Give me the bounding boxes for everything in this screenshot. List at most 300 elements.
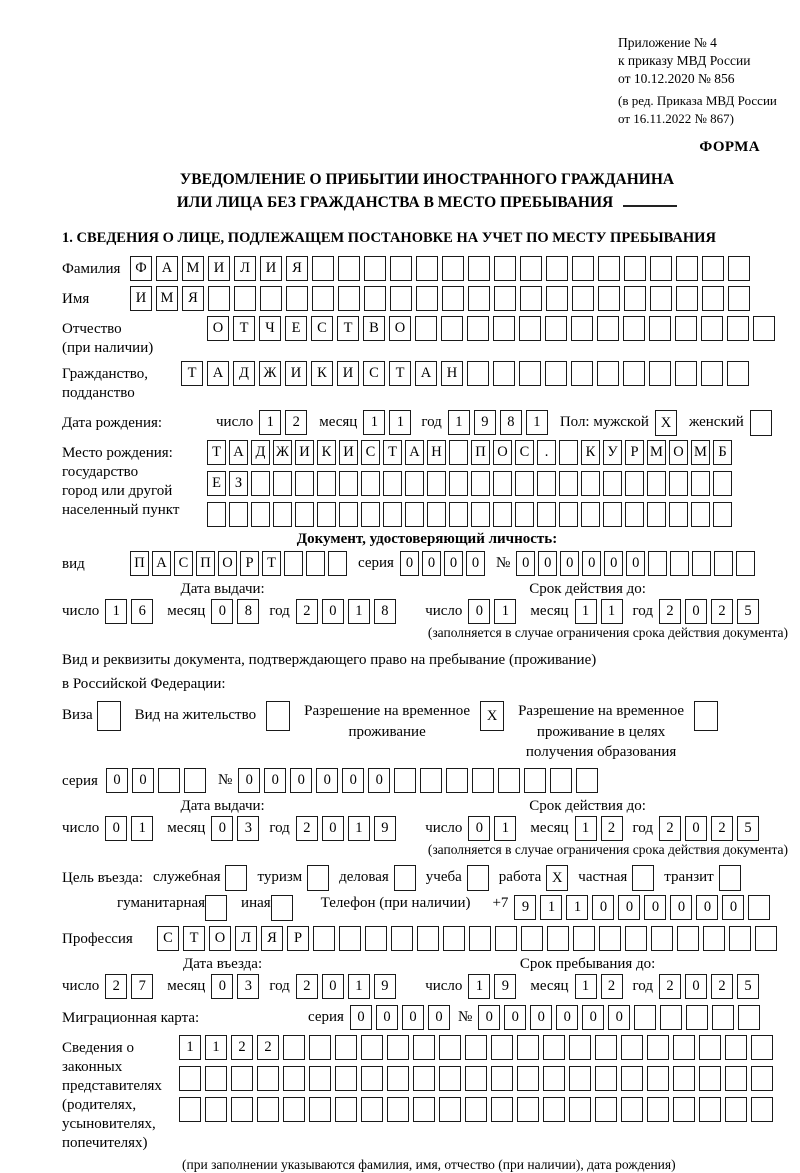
char-box[interactable] — [550, 768, 572, 793]
char-box[interactable]: К — [311, 361, 333, 386]
char-box[interactable] — [442, 286, 464, 311]
char-box[interactable] — [537, 502, 556, 527]
char-box[interactable] — [413, 1035, 435, 1060]
char-box[interactable]: Ж — [273, 440, 292, 465]
char-box[interactable] — [727, 316, 749, 341]
char-box[interactable] — [714, 551, 733, 576]
char-box[interactable]: А — [229, 440, 248, 465]
char-box[interactable]: 1 — [259, 410, 281, 435]
purpose-private-checkbox[interactable] — [632, 865, 654, 891]
char-box[interactable] — [676, 286, 698, 311]
char-box[interactable] — [439, 1066, 461, 1091]
char-box[interactable] — [517, 1066, 539, 1091]
char-box[interactable] — [335, 1066, 357, 1091]
char-box[interactable]: 0 — [468, 816, 490, 841]
char-box[interactable] — [231, 1066, 253, 1091]
char-box[interactable]: Я — [286, 256, 308, 281]
char-box[interactable] — [673, 1097, 695, 1122]
char-box[interactable] — [427, 502, 446, 527]
char-box[interactable]: М — [182, 256, 204, 281]
char-box[interactable]: 2 — [659, 816, 681, 841]
char-box[interactable]: 0 — [322, 599, 344, 624]
char-box[interactable] — [179, 1066, 201, 1091]
char-box[interactable]: П — [130, 551, 149, 576]
char-box[interactable]: 8 — [374, 599, 396, 624]
char-box[interactable]: И — [285, 361, 307, 386]
char-box[interactable] — [390, 286, 412, 311]
char-box[interactable]: 0 — [290, 768, 312, 793]
purpose-work-checkbox[interactable]: X — [546, 865, 568, 891]
char-box[interactable] — [413, 1097, 435, 1122]
char-box[interactable]: 2 — [296, 974, 318, 999]
char-box[interactable]: О — [209, 926, 231, 951]
char-box[interactable]: 1 — [468, 974, 490, 999]
char-box[interactable]: 8 — [500, 410, 522, 435]
char-box[interactable]: И — [260, 256, 282, 281]
char-box[interactable]: О — [493, 440, 512, 465]
char-box[interactable] — [338, 256, 360, 281]
char-box[interactable]: 2 — [601, 974, 623, 999]
char-box[interactable]: 0 — [211, 974, 233, 999]
char-box[interactable]: 1 — [348, 974, 370, 999]
char-box[interactable] — [738, 1005, 760, 1030]
char-box[interactable]: 0 — [428, 1005, 450, 1030]
char-box[interactable] — [184, 768, 206, 793]
char-box[interactable] — [725, 1066, 747, 1091]
purpose-study-checkbox[interactable] — [467, 865, 489, 891]
char-box[interactable] — [519, 361, 541, 386]
char-box[interactable]: Т — [181, 361, 203, 386]
char-box[interactable] — [751, 1066, 773, 1091]
char-box[interactable]: 5 — [737, 974, 759, 999]
char-box[interactable]: 0 — [722, 895, 744, 920]
char-box[interactable] — [621, 1035, 643, 1060]
char-box[interactable] — [364, 256, 386, 281]
char-box[interactable]: 0 — [468, 599, 490, 624]
char-box[interactable] — [286, 286, 308, 311]
char-box[interactable] — [751, 1035, 773, 1060]
char-box[interactable] — [443, 926, 465, 951]
char-box[interactable] — [493, 361, 515, 386]
char-box[interactable]: 0 — [350, 1005, 372, 1030]
char-box[interactable] — [598, 256, 620, 281]
char-box[interactable] — [387, 1097, 409, 1122]
char-box[interactable] — [465, 1035, 487, 1060]
char-box[interactable]: 0 — [368, 768, 390, 793]
char-box[interactable] — [229, 502, 248, 527]
char-box[interactable]: 9 — [374, 816, 396, 841]
char-box[interactable]: 6 — [131, 599, 153, 624]
char-box[interactable]: И — [339, 440, 358, 465]
char-box[interactable]: 9 — [474, 410, 496, 435]
char-box[interactable]: И — [295, 440, 314, 465]
char-box[interactable] — [415, 316, 437, 341]
char-box[interactable] — [391, 926, 413, 951]
char-box[interactable]: П — [471, 440, 490, 465]
char-box[interactable]: Т — [337, 316, 359, 341]
char-box[interactable] — [449, 440, 468, 465]
char-box[interactable] — [650, 256, 672, 281]
char-box[interactable]: 0 — [516, 551, 535, 576]
char-box[interactable]: 1 — [494, 599, 516, 624]
char-box[interactable]: 1 — [131, 816, 153, 841]
char-box[interactable]: Т — [389, 361, 411, 386]
char-box[interactable] — [361, 1066, 383, 1091]
char-box[interactable] — [420, 768, 442, 793]
char-box[interactable]: 0 — [322, 974, 344, 999]
char-box[interactable]: 1 — [540, 895, 562, 920]
char-box[interactable]: 0 — [644, 895, 666, 920]
char-box[interactable] — [283, 1097, 305, 1122]
char-box[interactable] — [701, 361, 723, 386]
char-box[interactable]: Р — [625, 440, 644, 465]
char-box[interactable] — [547, 926, 569, 951]
edu-permit-checkbox[interactable] — [694, 701, 718, 731]
char-box[interactable] — [467, 361, 489, 386]
char-box[interactable]: 1 — [575, 816, 597, 841]
char-box[interactable] — [521, 926, 543, 951]
char-box[interactable] — [335, 1097, 357, 1122]
char-box[interactable] — [649, 361, 671, 386]
char-box[interactable] — [595, 1035, 617, 1060]
purpose-tourism-checkbox[interactable] — [307, 865, 329, 891]
char-box[interactable] — [713, 471, 732, 496]
char-box[interactable] — [520, 286, 542, 311]
char-box[interactable]: 0 — [402, 1005, 424, 1030]
char-box[interactable] — [179, 1097, 201, 1122]
char-box[interactable] — [572, 286, 594, 311]
char-box[interactable]: Н — [427, 440, 446, 465]
char-box[interactable]: Е — [207, 471, 226, 496]
char-box[interactable]: С — [311, 316, 333, 341]
char-box[interactable]: А — [152, 551, 171, 576]
char-box[interactable] — [621, 1097, 643, 1122]
char-box[interactable]: 5 — [737, 816, 759, 841]
char-box[interactable] — [576, 768, 598, 793]
char-box[interactable] — [361, 471, 380, 496]
char-box[interactable] — [383, 502, 402, 527]
char-box[interactable] — [449, 502, 468, 527]
char-box[interactable]: В — [363, 316, 385, 341]
char-box[interactable]: А — [405, 440, 424, 465]
char-box[interactable] — [712, 1005, 734, 1030]
char-box[interactable]: 0 — [626, 551, 645, 576]
char-box[interactable]: А — [207, 361, 229, 386]
char-box[interactable] — [573, 926, 595, 951]
char-box[interactable]: С — [174, 551, 193, 576]
char-box[interactable] — [751, 1097, 773, 1122]
char-box[interactable] — [446, 768, 468, 793]
char-box[interactable] — [675, 316, 697, 341]
char-box[interactable] — [691, 502, 710, 527]
char-box[interactable]: 0 — [685, 599, 707, 624]
char-box[interactable]: . — [537, 440, 556, 465]
char-box[interactable] — [251, 471, 270, 496]
char-box[interactable]: 1 — [566, 895, 588, 920]
char-box[interactable] — [524, 768, 546, 793]
char-box[interactable]: 0 — [422, 551, 441, 576]
char-box[interactable]: 9 — [494, 974, 516, 999]
char-box[interactable] — [295, 471, 314, 496]
char-box[interactable]: О — [669, 440, 688, 465]
char-box[interactable] — [625, 502, 644, 527]
char-box[interactable]: 2 — [659, 599, 681, 624]
char-box[interactable]: 0 — [238, 768, 260, 793]
sex-female-checkbox[interactable] — [750, 410, 772, 436]
char-box[interactable]: 0 — [582, 551, 601, 576]
char-box[interactable] — [361, 1035, 383, 1060]
char-box[interactable]: 0 — [322, 816, 344, 841]
char-box[interactable] — [713, 502, 732, 527]
char-box[interactable]: 0 — [556, 1005, 578, 1030]
char-box[interactable]: 1 — [601, 599, 623, 624]
char-box[interactable] — [603, 502, 622, 527]
char-box[interactable]: 0 — [211, 599, 233, 624]
char-box[interactable] — [581, 471, 600, 496]
char-box[interactable] — [427, 471, 446, 496]
char-box[interactable]: 1 — [526, 410, 548, 435]
char-box[interactable] — [625, 471, 644, 496]
char-box[interactable]: А — [156, 256, 178, 281]
char-box[interactable]: Ч — [259, 316, 281, 341]
char-box[interactable]: 0 — [400, 551, 419, 576]
char-box[interactable]: 3 — [237, 974, 259, 999]
char-box[interactable] — [691, 471, 710, 496]
char-box[interactable] — [494, 256, 516, 281]
char-box[interactable]: 2 — [257, 1035, 279, 1060]
char-box[interactable]: И — [337, 361, 359, 386]
char-box[interactable]: Б — [713, 440, 732, 465]
char-box[interactable] — [295, 502, 314, 527]
char-box[interactable] — [660, 1005, 682, 1030]
char-box[interactable] — [651, 926, 673, 951]
char-box[interactable] — [647, 502, 666, 527]
char-box[interactable] — [755, 926, 777, 951]
char-box[interactable] — [306, 551, 325, 576]
char-box[interactable]: Д — [251, 440, 270, 465]
char-box[interactable] — [677, 926, 699, 951]
char-box[interactable] — [365, 926, 387, 951]
purpose-humanitarian-checkbox[interactable] — [205, 895, 227, 921]
char-box[interactable]: 0 — [376, 1005, 398, 1030]
char-box[interactable]: 2 — [601, 816, 623, 841]
char-box[interactable] — [491, 1066, 513, 1091]
char-box[interactable] — [670, 551, 689, 576]
char-box[interactable]: 0 — [685, 974, 707, 999]
char-box[interactable] — [309, 1097, 331, 1122]
char-box[interactable] — [675, 361, 697, 386]
char-box[interactable] — [251, 502, 270, 527]
char-box[interactable] — [753, 316, 775, 341]
char-box[interactable]: 0 — [504, 1005, 526, 1030]
char-box[interactable]: 1 — [205, 1035, 227, 1060]
char-box[interactable] — [158, 768, 180, 793]
char-box[interactable]: 5 — [737, 599, 759, 624]
char-box[interactable]: 0 — [696, 895, 718, 920]
char-box[interactable] — [468, 256, 490, 281]
char-box[interactable] — [493, 502, 512, 527]
temp-permit-checkbox[interactable]: X — [480, 701, 504, 731]
char-box[interactable] — [647, 1035, 669, 1060]
char-box[interactable]: 1 — [575, 599, 597, 624]
char-box[interactable]: 0 — [316, 768, 338, 793]
char-box[interactable] — [545, 316, 567, 341]
char-box[interactable] — [439, 1097, 461, 1122]
char-box[interactable]: 2 — [296, 816, 318, 841]
char-box[interactable] — [537, 471, 556, 496]
char-box[interactable]: И — [208, 256, 230, 281]
char-box[interactable] — [649, 316, 671, 341]
char-box[interactable]: 1 — [363, 410, 385, 435]
char-box[interactable] — [699, 1066, 721, 1091]
char-box[interactable] — [624, 256, 646, 281]
char-box[interactable] — [647, 1097, 669, 1122]
char-box[interactable] — [597, 316, 619, 341]
char-box[interactable] — [647, 1066, 669, 1091]
purpose-transit-checkbox[interactable] — [719, 865, 741, 891]
char-box[interactable]: 8 — [237, 599, 259, 624]
char-box[interactable]: С — [157, 926, 179, 951]
char-box[interactable] — [625, 926, 647, 951]
char-box[interactable] — [569, 1066, 591, 1091]
char-box[interactable]: 0 — [618, 895, 640, 920]
char-box[interactable] — [623, 316, 645, 341]
char-box[interactable] — [257, 1097, 279, 1122]
char-box[interactable] — [257, 1066, 279, 1091]
char-box[interactable] — [543, 1097, 565, 1122]
char-box[interactable] — [472, 768, 494, 793]
char-box[interactable] — [494, 286, 516, 311]
char-box[interactable]: Т — [233, 316, 255, 341]
char-box[interactable] — [491, 1097, 513, 1122]
char-box[interactable]: Я — [261, 926, 283, 951]
char-box[interactable] — [669, 471, 688, 496]
char-box[interactable]: 0 — [560, 551, 579, 576]
char-box[interactable]: 1 — [389, 410, 411, 435]
char-box[interactable] — [559, 440, 578, 465]
char-box[interactable] — [515, 502, 534, 527]
char-box[interactable]: Н — [441, 361, 463, 386]
char-box[interactable] — [647, 471, 666, 496]
char-box[interactable] — [309, 1066, 331, 1091]
char-box[interactable] — [634, 1005, 656, 1030]
char-box[interactable] — [728, 286, 750, 311]
char-box[interactable]: Т — [383, 440, 402, 465]
purpose-business-checkbox[interactable] — [394, 865, 416, 891]
char-box[interactable]: Т — [183, 926, 205, 951]
char-box[interactable] — [465, 1097, 487, 1122]
char-box[interactable] — [387, 1066, 409, 1091]
char-box[interactable]: Я — [182, 286, 204, 311]
char-box[interactable] — [439, 1035, 461, 1060]
char-box[interactable] — [624, 286, 646, 311]
char-box[interactable]: У — [603, 440, 622, 465]
char-box[interactable]: 0 — [592, 895, 614, 920]
char-box[interactable]: 0 — [582, 1005, 604, 1030]
char-box[interactable] — [390, 256, 412, 281]
char-box[interactable]: Л — [234, 256, 256, 281]
char-box[interactable]: 2 — [285, 410, 307, 435]
char-box[interactable]: 3 — [237, 816, 259, 841]
char-box[interactable]: П — [196, 551, 215, 576]
char-box[interactable] — [364, 286, 386, 311]
char-box[interactable]: 0 — [444, 551, 463, 576]
char-box[interactable]: М — [647, 440, 666, 465]
char-box[interactable]: 2 — [105, 974, 127, 999]
char-box[interactable] — [559, 502, 578, 527]
char-box[interactable] — [495, 926, 517, 951]
char-box[interactable] — [727, 361, 749, 386]
char-box[interactable]: 0 — [608, 1005, 630, 1030]
char-box[interactable]: 0 — [478, 1005, 500, 1030]
char-box[interactable] — [699, 1097, 721, 1122]
char-box[interactable] — [519, 316, 541, 341]
char-box[interactable]: 1 — [105, 599, 127, 624]
char-box[interactable]: 0 — [132, 768, 154, 793]
char-box[interactable] — [493, 471, 512, 496]
char-box[interactable] — [205, 1066, 227, 1091]
char-box[interactable]: 1 — [448, 410, 470, 435]
char-box[interactable]: Т — [262, 551, 281, 576]
char-box[interactable] — [317, 471, 336, 496]
char-box[interactable] — [702, 256, 724, 281]
char-box[interactable]: С — [515, 440, 534, 465]
char-box[interactable] — [234, 286, 256, 311]
char-box[interactable] — [405, 502, 424, 527]
char-box[interactable] — [725, 1035, 747, 1060]
visa-checkbox[interactable] — [97, 701, 121, 731]
char-box[interactable] — [543, 1035, 565, 1060]
char-box[interactable] — [673, 1035, 695, 1060]
char-box[interactable] — [309, 1035, 331, 1060]
char-box[interactable]: М — [156, 286, 178, 311]
purpose-official-checkbox[interactable] — [225, 865, 247, 891]
char-box[interactable]: 9 — [514, 895, 536, 920]
char-box[interactable] — [572, 256, 594, 281]
char-box[interactable] — [469, 926, 491, 951]
char-box[interactable]: 0 — [604, 551, 623, 576]
char-box[interactable]: Е — [285, 316, 307, 341]
char-box[interactable] — [317, 502, 336, 527]
char-box[interactable]: Д — [233, 361, 255, 386]
char-box[interactable] — [394, 768, 416, 793]
char-box[interactable]: 0 — [538, 551, 557, 576]
char-box[interactable]: 2 — [659, 974, 681, 999]
char-box[interactable] — [701, 316, 723, 341]
char-box[interactable]: К — [581, 440, 600, 465]
char-box[interactable]: 1 — [494, 816, 516, 841]
char-box[interactable] — [569, 1097, 591, 1122]
char-box[interactable]: 1 — [179, 1035, 201, 1060]
char-box[interactable]: 2 — [231, 1035, 253, 1060]
char-box[interactable] — [442, 256, 464, 281]
char-box[interactable]: М — [691, 440, 710, 465]
char-box[interactable] — [515, 471, 534, 496]
char-box[interactable] — [405, 471, 424, 496]
char-box[interactable] — [736, 551, 755, 576]
char-box[interactable] — [383, 471, 402, 496]
char-box[interactable] — [361, 1097, 383, 1122]
char-box[interactable]: О — [207, 316, 229, 341]
char-box[interactable] — [669, 502, 688, 527]
char-box[interactable] — [673, 1066, 695, 1091]
char-box[interactable]: 1 — [348, 599, 370, 624]
char-box[interactable]: 0 — [105, 816, 127, 841]
char-box[interactable] — [413, 1066, 435, 1091]
char-box[interactable] — [498, 768, 520, 793]
char-box[interactable] — [748, 895, 770, 920]
char-box[interactable] — [416, 256, 438, 281]
